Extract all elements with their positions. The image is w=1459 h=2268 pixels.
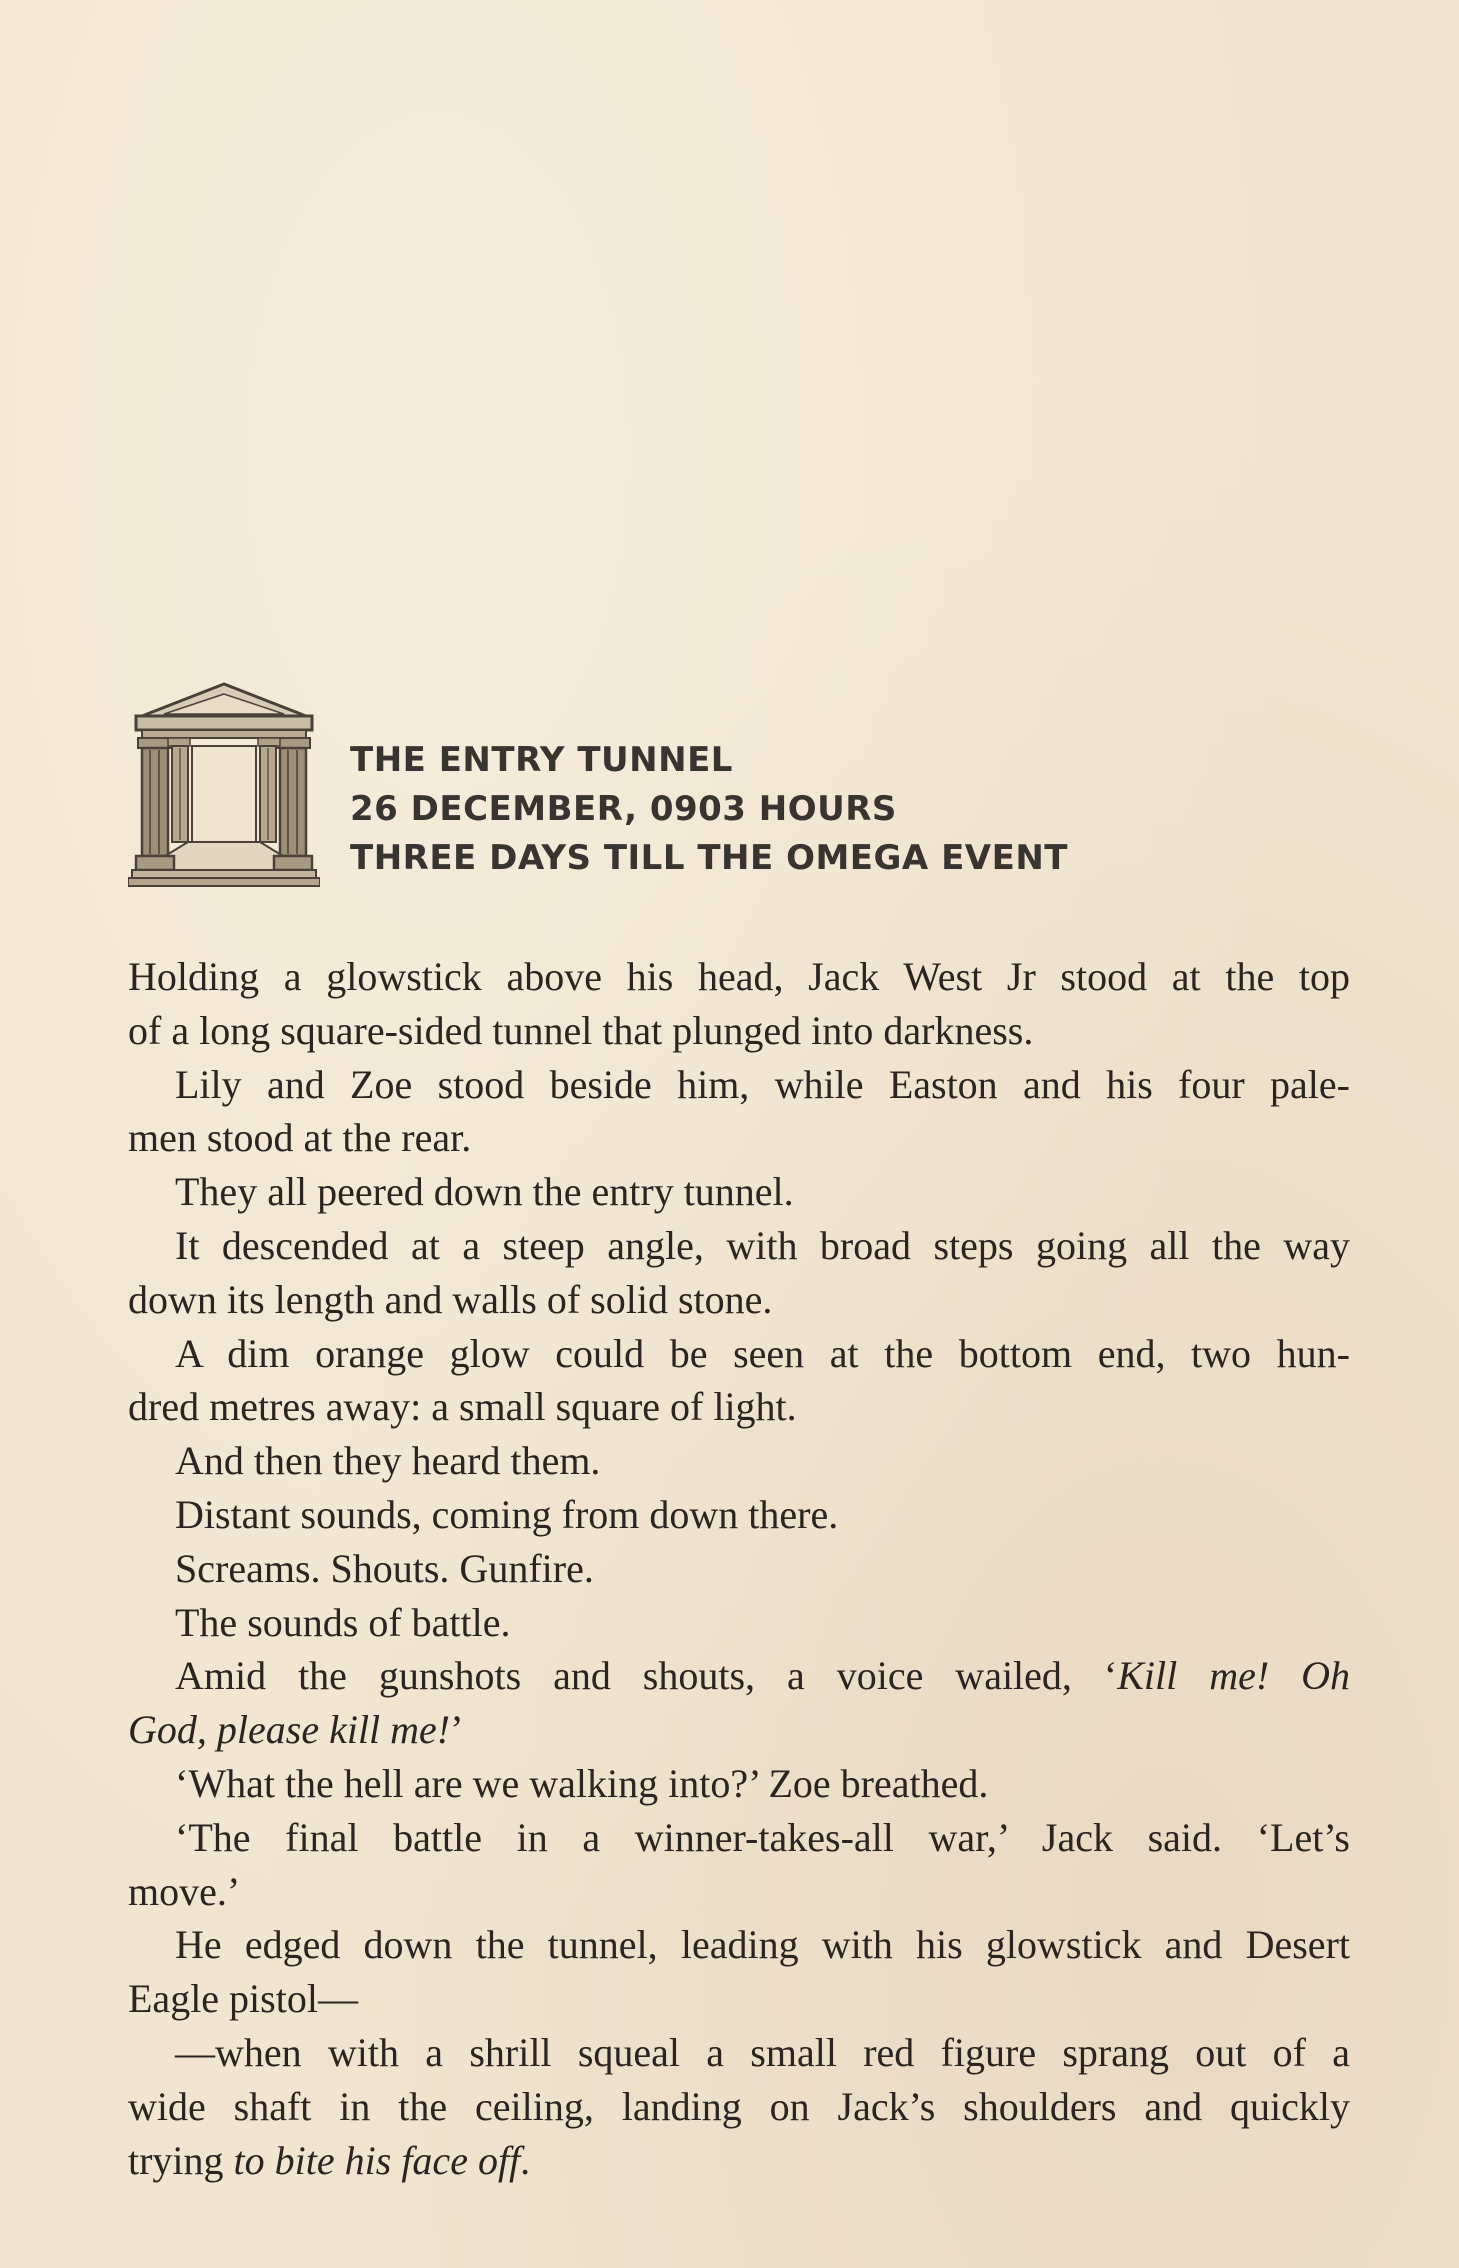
- line: —when with a shrill squeal a small red figure sprang out of a: [175, 2029, 1350, 2075]
- line: They all peered down the entry tunnel.: [175, 1169, 794, 1215]
- line: dred metres away: a small square of light.: [128, 1384, 797, 1430]
- line-italic: Kill me! Oh: [1117, 1653, 1351, 1699]
- line: And then they heard them.: [175, 1438, 601, 1484]
- chapter-title: THE ENTRY TUNNEL: [350, 740, 733, 780]
- line: Eagle pistol—: [128, 1976, 358, 2022]
- line: He edged down the tunnel, leading with his glowstick and Desert: [175, 1922, 1350, 1968]
- line-part: Amid the gunshots and shouts, a voice wailed, ‘: [175, 1653, 1118, 1699]
- line: Holding a glowstick above his head, Jack West Jr stood at the top: [128, 954, 1350, 999]
- line-italic: to bite his face off: [233, 2137, 521, 2183]
- body-text: [128, 950, 1350, 2187]
- line: move.’: [128, 1868, 241, 1914]
- temple-icon: [128, 680, 320, 890]
- line: of a long square-sided tunnel that plunged into darkness.: [128, 1007, 1034, 1053]
- line: Distant sounds, coming from down there.: [175, 1491, 839, 1537]
- line-italic: God, please kill me!: [128, 1707, 451, 1753]
- line: ‘What the hell are we walking into?’ Zoe breathed.: [175, 1760, 989, 1806]
- line-part: .: [520, 2137, 531, 2183]
- line: [128, 1649, 1350, 1703]
- chapter-countdown: THREE DAYS TILL THE OMEGA EVENT: [350, 838, 1068, 878]
- line: wide shaft in the ceiling, landing on Jack’s shoulders and quickly: [128, 2083, 1350, 2129]
- line: A dim orange glow could be seen at the bottom end, two hun-: [175, 1330, 1350, 1376]
- chapter-date: 26 DECEMBER, 0903 HOURS: [350, 789, 897, 829]
- line: Lily and Zoe stood beside him, while Easton and his four pale-: [175, 1061, 1350, 1107]
- line: men stood at the rear.: [128, 1115, 472, 1161]
- line: [128, 2134, 1350, 2188]
- line: ‘The final battle in a winner-takes-all war,’ Jack said. ‘Let’s: [175, 1814, 1350, 1860]
- line-part: ’: [450, 1707, 464, 1753]
- line: down its length and walls of solid stone.: [128, 1276, 773, 1322]
- line: The sounds of battle.: [175, 1599, 511, 1645]
- line: Screams. Shouts. Gunfire.: [175, 1545, 594, 1591]
- line-part: trying: [128, 2137, 234, 2183]
- line: [128, 1703, 1350, 1757]
- line: It descended at a steep angle, with broad steps going all the way: [175, 1222, 1350, 1268]
- chapter-heading: [128, 680, 1328, 900]
